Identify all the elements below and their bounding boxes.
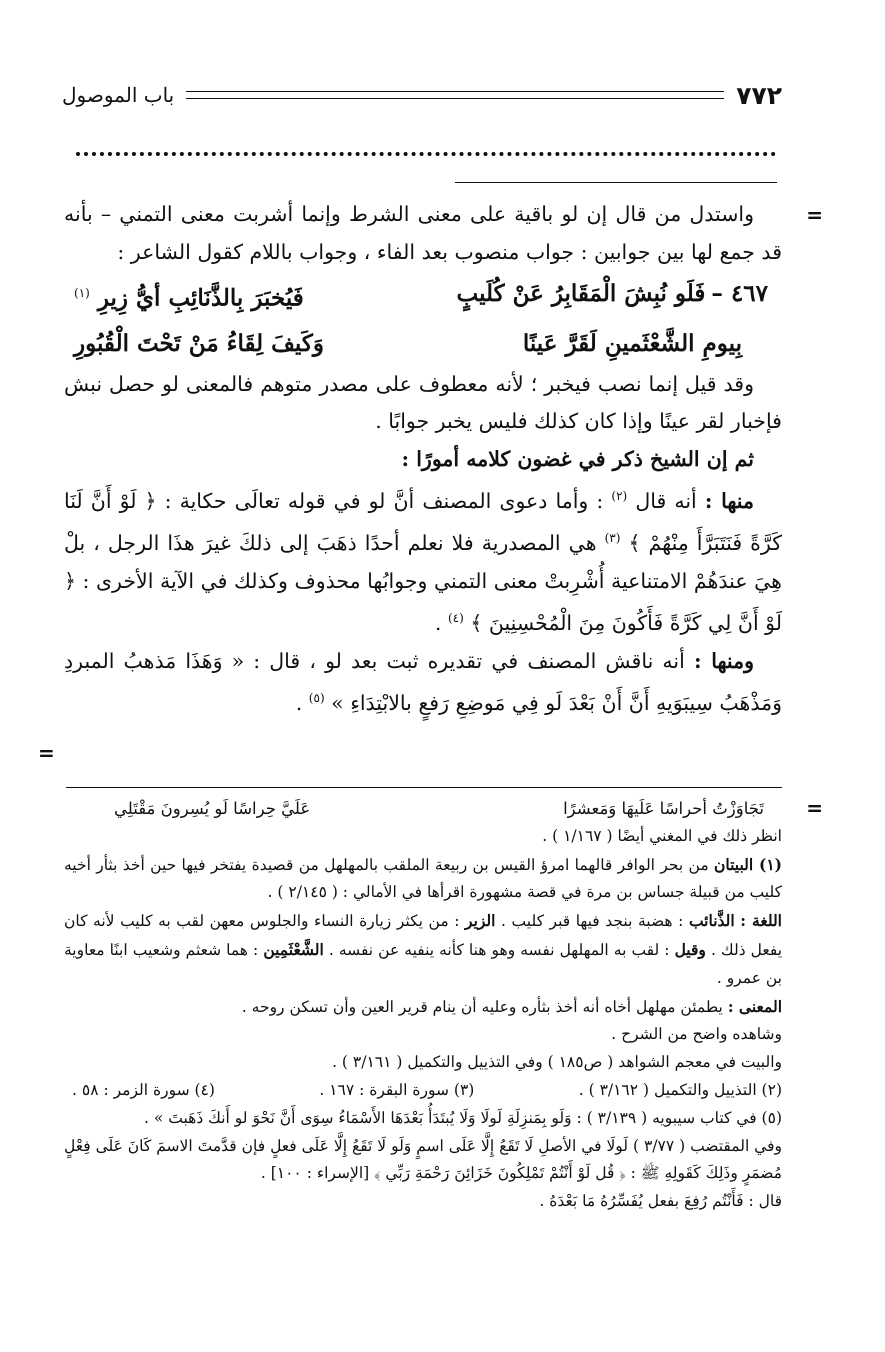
verse-number: ٤٦٧ – xyxy=(711,280,768,307)
paragraph-4: منها : أنه قال $^{(٢)}$ : وأما دعوى المصنف أنَّ لو في قوله تعالَى حكاية : ﴿ لَوْ أَنَّ لَنَا كَرَّةً فَنَتَبَرَّأَ مِنْهُمْ ﴾ $^{(٣)}$ هي المصدرية فلا نعلم أحدًا ذهَبَ إلى ذلكَ غيرَ هذَا الرجل ، بلْ هِيَ عندَهُمْ الامتناعية أُشْرِبتْ معنى التمني وجوابُها محذوف وكذلك في الآية الأخرى : ﴿ لَوْ أَنَّ لِي كَرَّةً فَأَكُونَ مِنَ الْمُحْسِنِينَ ﴾ $^{(٤)}$ . xyxy=(64,488,782,636)
verse-line-2 xyxy=(64,321,782,366)
continuation-mark-top: = xyxy=(806,203,823,227)
footnote-1: (١) البيتان من بحر الوافر قالهما امرؤ القيس بن ربيعة الملقب بالمهلهل من قصيدة يفتخر فيها حين أخذ بثأر أخيه كليب من قبيلة جساس بن مرة في قصة مشهورة اقرأها في الأمالي : ( ٢/١٤٥ ) . xyxy=(64,854,783,902)
footnote-1-lugha: اللغة : الذَّنائب : هضبة بنجد فيها قبر كليب . الزير : من يكثر زيارة النساء والجلوس معهن لقب به كليب لأنه كان يفعل ذلك . وقيل : لقب به المهلهل نفسه وهو هنا كأنه ينفيه عن نفسه . الشَّعْثَمِين : هما شعثم وشعيب ابنًا معاوية بن عمرو . xyxy=(64,911,783,987)
footnotes xyxy=(64,795,782,1216)
footnote-4: (٤) سورة الزمر : ٥٨ . xyxy=(72,1080,215,1099)
footnote-1-shahid: وشاهده واضح من الشرح . xyxy=(611,1025,782,1044)
footnote-5-muqtadab: وفي المقتضب ( ٣/٧٧ ) لَولَا في الأصلِ لَا تَقَعُ إِلَّا عَلَى اسمٍ وَلَو لَا تَقَعُ إِلَّا عَلَى فعلٍ فإن قدَّمتَ الاسمَ كَانَ عَلَى فِعْلٍ مُضمَرٍ وذَلِكَ كَقَولِهِ ﷺ : ﴿ قُل لَوْ أَنْتُمْ تَمْلِكُونَ خَزَائِنَ رَحْمَةِ رَبِّي ﴾ [الإسراء : ١٠٠] . xyxy=(64,1136,782,1183)
verse-1-first-hemistich: ٤٦٧ –فَلَو نُبِشَ الْمَقَابِرُ عَنْ كُلَيبٍ xyxy=(456,280,768,307)
footnote-5-end: قال : فَأَنْتُم رُفِعَ بفعل يُفَسِّرُهُ مَا بَعْدَهُ . xyxy=(539,1192,782,1211)
continuation-rule xyxy=(455,182,777,183)
verse-2-first-hemistich: بِيومِ الشَّعْثَمينِ لَقَرَّ عَينًا xyxy=(522,329,742,357)
footnote-1-mujam: والبيت في معجم الشواهد ( ص١٨٥ ) وفي التذييل والتكميل ( ٣/١٦١ ) . xyxy=(332,1053,782,1072)
verse-2-second-hemistich: وَكَيفَ لِقَاءُ مَنْ تَحْتَ الْقُبُورِ xyxy=(74,329,324,357)
paragraph-5-lead: ومنها : xyxy=(693,648,755,673)
paragraph-5: ومنها : أنه ناقش المصنف في تقديره ثبت بعد لو ، قال : « وَهَذَا مَذهبُ المبردِ وَمَذْهَبُ سِيبَوَيهِ أَنَّ أَنْ بَعْدَ لَو فِي مَوضِعِ رَفعٍ بالابْتِدَاءِ » $^{(٥)}$ . xyxy=(64,648,782,715)
paragraph-1: واستدل من قال إن لو باقية على معنى الشرط وإنما أشربت معنى التمني – بأنه قد جمع لها بين جوابين : جواب منصوب بعد الفاء ، وجواب باللام كقول الشاعر : xyxy=(64,202,782,264)
dotted-separator xyxy=(76,152,776,156)
footnote-continued-verse: تَجَاوَزْتُ أحراسًا عَلَيهَا وَمَعشرًا عَلَيَّ حِراسًا لَو يُسِرونَ مَقْتَلِي xyxy=(114,799,764,818)
footnote-ref-1: (١) xyxy=(74,286,90,300)
paragraph-4-lead: منها : xyxy=(704,488,754,513)
header-double-rule xyxy=(186,91,724,99)
paragraph-3-heading: ثم إن الشيخ ذكر في غضون كلامه أمورًا : xyxy=(401,446,754,471)
footnote-ref-3: (٣) xyxy=(604,531,621,546)
footnote-rule xyxy=(66,787,782,788)
verse-line-1 xyxy=(64,271,782,321)
running-header xyxy=(62,78,782,112)
continuation-mark-notes: = xyxy=(806,796,823,820)
footnote-ref-2: (٢) xyxy=(611,489,628,504)
page-number: ٧٧٢ xyxy=(736,80,782,110)
footnote-ref-5: (٥) xyxy=(308,691,325,706)
footnote-3: (٣) سورة البقرة : ١٦٧ . xyxy=(319,1080,475,1099)
footnotes-2-3-4 xyxy=(64,1077,782,1105)
footnote-1-maana: المعنى : يطمئن مهلهل أخاه أنه أخذ بثأره وعليه أن ينام قرير العين وأن تسكن روحه . xyxy=(241,996,782,1016)
paragraph-2: وقد قيل إنما نصب فيخبر ؛ لأنه معطوف على مصدر متوهم فالمعنى لو حصل نبش فإخبار لقر عينًا وإذا كان كذلك فليس يخبر جوابًا . xyxy=(64,371,782,434)
footnote-ref-4: (٤) xyxy=(447,611,464,626)
footnote-5: (٥) في كتاب سيبويه ( ٣/١٣٩ ) : وَلَو بِمَنزِلَةِ لَولَا وَلَا يُبتَدَأُ بَعْدَهَا الأَسْمَاءُ سِوَى أَنَّ نَحْوَ لو أَنكَ ذَهَبتَ » . xyxy=(144,1108,782,1127)
main-text xyxy=(64,196,782,722)
chapter-title: باب الموصول xyxy=(62,83,175,107)
verse-1-second-hemistich: فَيُخبَرَ بِالذَّنَائِبِ أيُّ زِيرِ $^{(١)}$ xyxy=(74,284,304,312)
footnote-2: (٢) التذييل والتكميل ( ٣/١٦٢ ) . xyxy=(578,1080,782,1099)
footnote-continued-ref: انظر ذلك في المغني أيضًا ( ١/١٦٧ ) . xyxy=(542,826,782,845)
continuation-mark-left: = xyxy=(38,741,55,765)
